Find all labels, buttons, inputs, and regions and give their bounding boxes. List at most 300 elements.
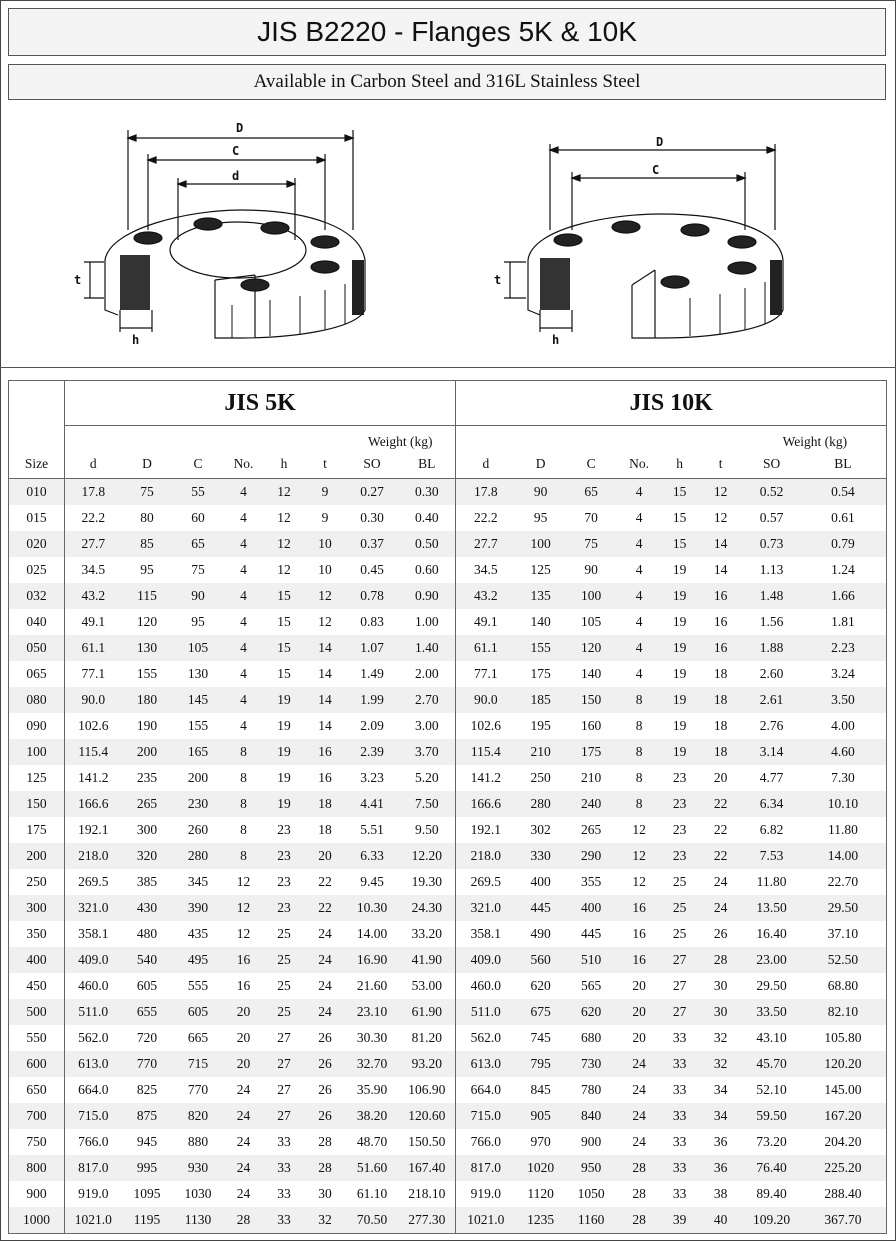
- value-cell: 141.2: [78, 770, 109, 785]
- table-row: [9, 947, 887, 973]
- value-cell: 0.90: [399, 583, 456, 609]
- value-cell: 120.20: [800, 1051, 887, 1077]
- value-cell: 70: [584, 510, 598, 525]
- dim-t-label-2: t: [494, 273, 502, 287]
- value-cell: 300: [136, 822, 158, 837]
- value-cell: 0.40: [399, 505, 456, 531]
- value-cell: 613.0: [65, 1051, 122, 1077]
- value-cell: 605: [136, 978, 158, 993]
- value-cell: 845: [530, 1082, 551, 1097]
- value-cell: 4: [635, 614, 643, 629]
- value-cell: 28: [224, 1207, 264, 1234]
- value-cell: 19: [662, 687, 698, 713]
- value-cell: 24: [224, 1103, 264, 1129]
- value-cell: 1.81: [800, 609, 887, 635]
- value-cell: 68.80: [800, 973, 887, 999]
- table-row: [9, 661, 887, 687]
- value-cell: 26: [318, 1030, 332, 1045]
- value-cell: 12: [236, 874, 251, 889]
- value-cell: 9.50: [399, 817, 456, 843]
- value-cell: 41.90: [399, 947, 456, 973]
- value-cell: 20: [713, 770, 728, 785]
- value-cell: 290: [566, 843, 617, 869]
- value-cell: 400: [530, 874, 551, 889]
- value-cell: 38: [713, 1186, 728, 1201]
- size-cell: 700: [9, 1103, 65, 1129]
- value-cell: 8: [240, 770, 247, 785]
- value-cell: 4: [240, 718, 247, 733]
- value-cell: 460.0: [470, 978, 502, 993]
- value-cell: 120: [566, 635, 617, 661]
- value-cell: 225.20: [800, 1155, 887, 1181]
- value-cell: 52.50: [800, 947, 887, 973]
- value-cell: 32: [698, 1051, 744, 1077]
- value-cell: 160: [580, 718, 602, 733]
- value-cell: 27: [672, 978, 687, 993]
- col-header-5k-t: t: [305, 450, 346, 479]
- value-cell: 562.0: [470, 1030, 502, 1045]
- value-cell: 4: [240, 510, 247, 525]
- value-cell: 36: [698, 1155, 744, 1181]
- size-cell: 500: [9, 999, 65, 1025]
- value-cell: 510: [566, 947, 617, 973]
- value-cell: 24: [236, 1082, 251, 1097]
- value-cell: 16.90: [346, 947, 399, 973]
- value-cell: 12: [277, 562, 291, 577]
- size-header: Size: [9, 450, 65, 479]
- value-cell: 19: [264, 739, 305, 765]
- value-cell: 95: [533, 510, 548, 525]
- value-cell: 24: [632, 1134, 646, 1149]
- value-cell: 65: [173, 531, 224, 557]
- value-cell: 16: [617, 947, 662, 973]
- value-cell: 8: [617, 739, 662, 765]
- value-cell: 32: [305, 1207, 346, 1234]
- value-cell: 167.20: [800, 1103, 887, 1129]
- value-cell: 23: [264, 843, 305, 869]
- table-row: [9, 973, 887, 999]
- table-row: [9, 687, 887, 713]
- section-divider: [0, 367, 896, 368]
- value-cell: 19: [662, 635, 698, 661]
- value-cell: 4.77: [759, 770, 784, 785]
- value-cell: 280: [173, 843, 224, 869]
- value-cell: 12: [318, 614, 332, 629]
- value-cell: 919.0: [78, 1186, 109, 1201]
- value-cell: 20: [224, 999, 264, 1025]
- value-cell: 20: [305, 843, 346, 869]
- value-cell: 4: [240, 666, 247, 681]
- value-cell: 9: [321, 510, 329, 525]
- value-cell: 4: [224, 583, 264, 609]
- value-cell: 85: [122, 531, 173, 557]
- dim-C-label: C: [232, 144, 240, 158]
- value-cell: 605: [173, 999, 224, 1025]
- value-cell: 385: [136, 874, 158, 889]
- value-cell: 36: [713, 1134, 728, 1149]
- table-row: [9, 817, 887, 843]
- value-cell: 0.37: [346, 531, 399, 557]
- value-cell: 15: [264, 583, 305, 609]
- value-cell: 23.00: [744, 947, 800, 973]
- value-cell: 210: [516, 739, 566, 765]
- value-cell: 400: [566, 895, 617, 921]
- value-cell: 250: [530, 770, 551, 785]
- value-cell: 8: [240, 822, 247, 837]
- col-header-10k-bl: BL: [800, 450, 887, 479]
- value-cell: 24: [318, 926, 332, 941]
- value-cell: 90: [584, 562, 598, 577]
- value-cell: 8: [224, 739, 264, 765]
- size-cell: 125: [9, 765, 65, 791]
- dim-D-label: D: [236, 121, 244, 135]
- value-cell: 29.50: [756, 978, 787, 993]
- value-cell: 145.00: [800, 1077, 887, 1103]
- value-cell: 15: [264, 635, 305, 661]
- value-cell: 75: [191, 562, 205, 577]
- value-cell: 0.73: [744, 531, 800, 557]
- value-cell: 25: [264, 999, 305, 1025]
- col-header-5k-d: D: [122, 450, 173, 479]
- value-cell: 109.20: [744, 1207, 800, 1234]
- value-cell: 355: [580, 874, 602, 889]
- value-cell: 16: [236, 978, 251, 993]
- value-cell: 880: [187, 1134, 209, 1149]
- value-cell: 180: [122, 687, 173, 713]
- value-cell: 0.78: [346, 583, 399, 609]
- value-cell: 15: [277, 614, 291, 629]
- value-cell: 150: [566, 687, 617, 713]
- value-cell: 613.0: [456, 1051, 516, 1077]
- value-cell: 19: [672, 666, 687, 681]
- value-cell: 24: [236, 1186, 251, 1201]
- value-cell: 19: [662, 583, 698, 609]
- value-cell: 24: [632, 1082, 646, 1097]
- value-cell: 19: [662, 739, 698, 765]
- value-cell: 90.0: [65, 687, 122, 713]
- value-cell: 115.4: [456, 739, 516, 765]
- value-cell: 40: [698, 1207, 744, 1234]
- value-cell: 14: [713, 562, 728, 577]
- value-cell: 8: [224, 843, 264, 869]
- value-cell: 100: [516, 531, 566, 557]
- value-cell: 14: [318, 666, 332, 681]
- value-cell: 1.88: [744, 635, 800, 661]
- value-cell: 8: [224, 791, 264, 817]
- value-cell: 2.70: [399, 687, 456, 713]
- table-row: [9, 713, 887, 739]
- table-row: [9, 1155, 887, 1181]
- value-cell: 540: [122, 947, 173, 973]
- value-cell: 409.0: [65, 947, 122, 973]
- value-cell: 33: [672, 1134, 687, 1149]
- value-cell: 45.70: [744, 1051, 800, 1077]
- value-cell: 1.24: [800, 557, 887, 583]
- value-cell: 4.41: [346, 791, 399, 817]
- value-cell: 14.00: [800, 843, 887, 869]
- value-cell: 6.34: [744, 791, 800, 817]
- value-cell: 655: [122, 999, 173, 1025]
- value-cell: 26: [305, 1051, 346, 1077]
- value-cell: 29.50: [800, 895, 887, 921]
- value-cell: 18: [698, 739, 744, 765]
- value-cell: 12: [698, 479, 744, 506]
- value-cell: 12: [617, 843, 662, 869]
- value-cell: 19.30: [399, 869, 456, 895]
- value-cell: 105: [580, 614, 602, 629]
- value-cell: 192.1: [470, 822, 502, 837]
- size-cell: 300: [9, 895, 65, 921]
- value-cell: 70.50: [346, 1207, 399, 1234]
- value-cell: 4: [617, 635, 662, 661]
- value-cell: 135: [516, 583, 566, 609]
- value-cell: 105: [173, 635, 224, 661]
- size-cell: 650: [9, 1077, 65, 1103]
- value-cell: 1020: [516, 1155, 566, 1181]
- value-cell: 33: [672, 1030, 687, 1045]
- value-cell: 22.70: [800, 869, 887, 895]
- value-cell: 167.40: [399, 1155, 456, 1181]
- value-cell: 28: [617, 1207, 662, 1234]
- value-cell: 165: [173, 739, 224, 765]
- value-cell: 48.70: [356, 1134, 388, 1149]
- table-row: [9, 869, 887, 895]
- value-cell: 18: [713, 718, 728, 733]
- size-cell: 080: [9, 687, 65, 713]
- value-cell: 7.30: [800, 765, 887, 791]
- value-cell: 95: [191, 614, 205, 629]
- col-header-10k-c: C: [566, 450, 617, 479]
- value-cell: 745: [530, 1030, 551, 1045]
- value-cell: 34: [698, 1103, 744, 1129]
- value-cell: 14.00: [356, 926, 388, 941]
- value-cell: 22: [698, 843, 744, 869]
- size-cell: 090: [9, 713, 65, 739]
- value-cell: 11.80: [756, 874, 787, 889]
- value-cell: 265: [580, 822, 602, 837]
- value-cell: 321.0: [456, 895, 516, 921]
- value-cell: 18: [305, 791, 346, 817]
- value-cell: 620: [566, 999, 617, 1025]
- table-row: [9, 1103, 887, 1129]
- value-cell: 24: [318, 978, 332, 993]
- size-cell: 400: [9, 947, 65, 973]
- value-cell: 3.00: [399, 713, 456, 739]
- value-cell: 105.80: [800, 1025, 887, 1051]
- value-cell: 0.54: [800, 479, 887, 506]
- value-cell: 24.30: [399, 895, 456, 921]
- value-cell: 81.20: [399, 1025, 456, 1051]
- table-row: [9, 895, 887, 921]
- size-cell: 020: [9, 531, 65, 557]
- value-cell: 75: [566, 531, 617, 557]
- value-cell: 12: [632, 874, 646, 889]
- size-cell: 150: [9, 791, 65, 817]
- value-cell: 1195: [122, 1207, 173, 1234]
- value-cell: 33.20: [399, 921, 456, 947]
- value-cell: 235: [136, 770, 158, 785]
- value-cell: 0.30: [399, 479, 456, 506]
- value-cell: 24: [236, 1134, 251, 1149]
- value-cell: 16: [305, 739, 346, 765]
- value-cell: 16: [698, 583, 744, 609]
- value-cell: 665: [187, 1030, 209, 1045]
- value-cell: 2.60: [759, 666, 784, 681]
- value-cell: 390: [173, 895, 224, 921]
- value-cell: 905: [516, 1103, 566, 1129]
- value-cell: 34.5: [474, 562, 498, 577]
- value-cell: 23: [672, 822, 687, 837]
- value-cell: 12.20: [399, 843, 456, 869]
- table-row: [9, 1207, 887, 1234]
- value-cell: 3.50: [800, 687, 887, 713]
- value-cell: 4: [635, 510, 643, 525]
- value-cell: 49.1: [81, 614, 106, 629]
- value-cell: 24: [617, 1051, 662, 1077]
- value-cell: 4.00: [800, 713, 887, 739]
- slip-on-flange-diagram: [60, 110, 390, 350]
- value-cell: 20: [617, 999, 662, 1025]
- value-cell: 77.1: [81, 666, 106, 681]
- value-cell: 12: [305, 583, 346, 609]
- value-cell: 30: [318, 1186, 332, 1201]
- value-cell: 490: [530, 926, 551, 941]
- value-cell: 16.40: [756, 926, 787, 941]
- value-cell: 33: [264, 1207, 305, 1234]
- value-cell: 260: [187, 822, 209, 837]
- value-cell: 0.50: [399, 531, 456, 557]
- value-cell: 32: [713, 1030, 728, 1045]
- dim-d-label: d: [232, 169, 240, 183]
- dim-D-label-2: D: [656, 135, 664, 149]
- flange-table: [8, 380, 887, 1234]
- value-cell: 4: [224, 687, 264, 713]
- value-cell: 430: [122, 895, 173, 921]
- value-cell: 7.53: [744, 843, 800, 869]
- value-cell: 23: [672, 770, 687, 785]
- value-cell: 20: [224, 1051, 264, 1077]
- value-cell: 17.8: [65, 479, 122, 506]
- value-cell: 1021.0: [65, 1207, 122, 1234]
- value-cell: 766.0: [470, 1134, 502, 1149]
- value-cell: 2.09: [360, 718, 384, 733]
- value-cell: 39: [662, 1207, 698, 1234]
- value-cell: 22.2: [81, 510, 106, 525]
- value-cell: 3.70: [399, 739, 456, 765]
- value-cell: 1095: [133, 1186, 161, 1201]
- value-cell: 125: [530, 562, 551, 577]
- value-cell: 200: [187, 770, 209, 785]
- value-cell: 5.20: [399, 765, 456, 791]
- value-cell: 288.40: [800, 1181, 887, 1207]
- value-cell: 24: [698, 895, 744, 921]
- size-cell: 032: [9, 583, 65, 609]
- value-cell: 10.10: [800, 791, 887, 817]
- table-row: [9, 1129, 887, 1155]
- col-header-5k-h: h: [264, 450, 305, 479]
- value-cell: 34.5: [81, 562, 106, 577]
- value-cell: 0.57: [759, 510, 784, 525]
- value-cell: 460.0: [78, 978, 109, 993]
- value-cell: 620: [530, 978, 551, 993]
- col-header-5k-no: No.: [224, 450, 264, 479]
- value-cell: 16: [617, 895, 662, 921]
- value-cell: 28: [632, 1186, 646, 1201]
- value-cell: 43.2: [65, 583, 122, 609]
- value-cell: 61.90: [399, 999, 456, 1025]
- value-cell: 12: [713, 510, 728, 525]
- value-cell: 1.66: [800, 583, 887, 609]
- title-text: JIS B2220 - Flanges 5K & 10K: [257, 16, 637, 47]
- value-cell: 25: [264, 947, 305, 973]
- value-cell: 22: [698, 791, 744, 817]
- size-cell: 800: [9, 1155, 65, 1181]
- value-cell: 18: [318, 822, 332, 837]
- value-cell: 190: [136, 718, 158, 733]
- value-cell: 0.83: [360, 614, 384, 629]
- value-cell: 49.1: [474, 614, 498, 629]
- value-cell: 27: [277, 1082, 291, 1097]
- value-cell: 37.10: [800, 921, 887, 947]
- value-cell: 0.27: [346, 479, 399, 506]
- table-row: [9, 635, 887, 661]
- value-cell: 1130: [173, 1207, 224, 1234]
- flange-table-container: [8, 380, 886, 1234]
- value-cell: 321.0: [65, 895, 122, 921]
- value-cell: 19: [264, 687, 305, 713]
- table-row: [9, 1077, 887, 1103]
- weight-label-10k: Weight (kg): [744, 426, 887, 451]
- size-cell: 050: [9, 635, 65, 661]
- value-cell: 4: [617, 583, 662, 609]
- value-cell: 130: [187, 666, 209, 681]
- size-cell: 550: [9, 1025, 65, 1051]
- value-cell: 140: [580, 666, 602, 681]
- value-cell: 1.48: [744, 583, 800, 609]
- value-cell: 51.60: [346, 1155, 399, 1181]
- value-cell: 100: [566, 583, 617, 609]
- value-cell: 817.0: [65, 1155, 122, 1181]
- value-cell: 175: [566, 739, 617, 765]
- value-cell: 795: [516, 1051, 566, 1077]
- value-cell: 26: [305, 1103, 346, 1129]
- value-cell: 16: [224, 947, 264, 973]
- table-row: [9, 583, 887, 609]
- col-header-10k-d: D: [516, 450, 566, 479]
- value-cell: 43.10: [756, 1030, 787, 1045]
- table-row: [9, 1025, 887, 1051]
- value-cell: 27: [662, 947, 698, 973]
- value-cell: 480: [136, 926, 158, 941]
- value-cell: 330: [516, 843, 566, 869]
- value-cell: 218.0: [65, 843, 122, 869]
- value-cell: 367.70: [800, 1207, 887, 1234]
- value-cell: 23: [264, 895, 305, 921]
- value-cell: 27: [662, 999, 698, 1025]
- col-header-10k-d: d: [456, 450, 516, 479]
- value-cell: 715: [173, 1051, 224, 1077]
- value-cell: 720: [136, 1030, 158, 1045]
- table-row: [9, 843, 887, 869]
- col-header-10k-so: SO: [744, 450, 800, 479]
- value-cell: 14: [305, 687, 346, 713]
- value-cell: 27.7: [456, 531, 516, 557]
- value-cell: 1120: [527, 1186, 554, 1201]
- value-cell: 23: [277, 822, 291, 837]
- col-header-5k-d: d: [65, 450, 122, 479]
- value-cell: 28: [698, 947, 744, 973]
- value-cell: 19: [277, 770, 291, 785]
